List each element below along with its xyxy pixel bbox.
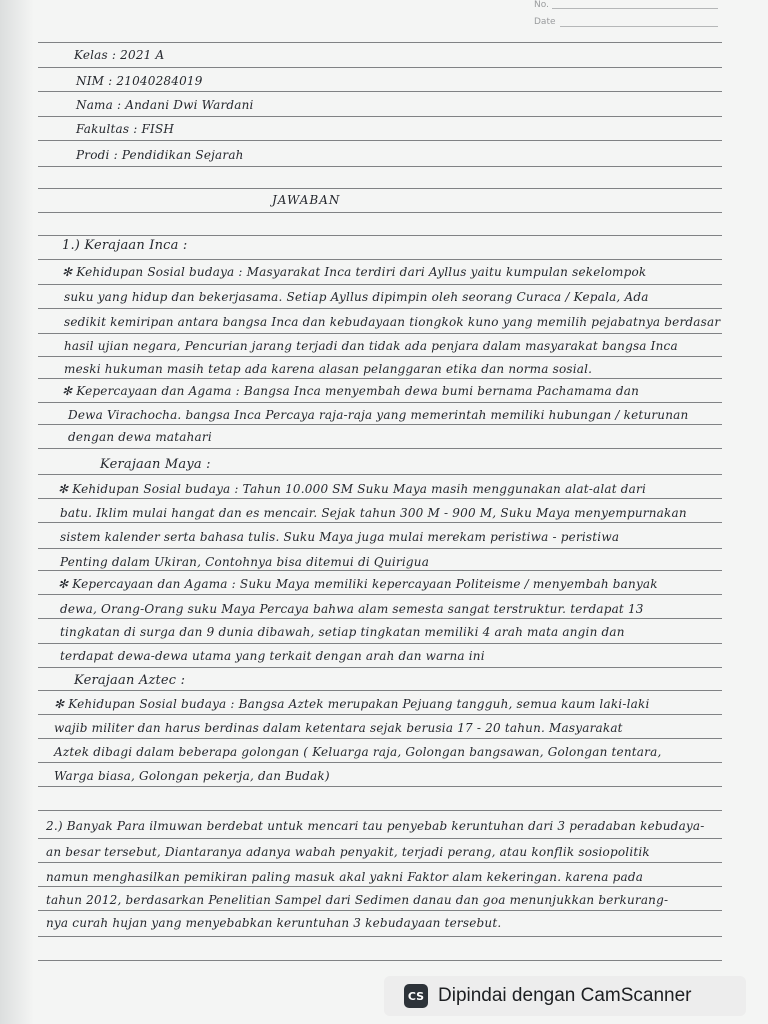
ruled-line bbox=[38, 910, 722, 911]
ruled-line bbox=[38, 259, 722, 260]
maya-agama-line: dewa, Orang-Orang suku Maya Percaya bahwa alam semesta sangat terstruktur. terdapat 13 bbox=[60, 602, 644, 616]
ruled-line bbox=[38, 643, 722, 644]
ruled-line bbox=[38, 424, 722, 425]
aztec-sosial-line: ✻ Kehidupan Sosial budaya : Bangsa Aztek merupakan Pejuang tangguh, semua kaum laki-laki bbox=[54, 697, 650, 711]
maya-title: Kerajaan Maya : bbox=[100, 457, 211, 472]
ruled-line bbox=[38, 284, 722, 285]
kelas-line: Kelas : 2021 A bbox=[74, 48, 165, 62]
aztec-title: Kerajaan Aztec : bbox=[74, 673, 186, 688]
ruled-line bbox=[38, 570, 722, 571]
maya-agama-line: tingkatan di surga dan 9 dunia dibawah, setiap tingkatan memiliki 4 arah mata angin dan bbox=[60, 625, 625, 639]
ruled-line bbox=[38, 667, 722, 668]
maya-sosial-line: Penting dalam Ukiran, Contohnya bisa ditemui di Quirigua bbox=[60, 555, 430, 569]
ruled-line bbox=[38, 116, 722, 117]
ruled-line bbox=[38, 498, 722, 499]
nim-line: NIM : 21040284019 bbox=[76, 74, 203, 88]
nama-line: Nama : Andani Dwi Wardani bbox=[76, 98, 254, 112]
inca-sosial-line: ✻ Kehidupan Sosial budaya : Masyarakat Inca terdiri dari Ayllus yaitu kumpulan sekelompok bbox=[62, 265, 647, 279]
no-line bbox=[552, 8, 718, 9]
ruled-line bbox=[38, 762, 722, 763]
camscanner-watermark bbox=[384, 976, 746, 1016]
answer-2-line: nya curah hujan yang menyebabkan keruntuhan 3 kebudayaan tersebut. bbox=[46, 916, 502, 930]
ruled-line bbox=[38, 936, 722, 937]
ruled-line bbox=[38, 810, 722, 811]
ruled-line bbox=[38, 594, 722, 595]
answer-2-line: namun menghasilkan pemikiran paling masuk akal yakni Faktor alam kekeringan. karena pada bbox=[46, 870, 644, 884]
inca-sosial-line: suku yang hidup dan bekerjasama. Setiap Ayllus dipimpin oleh seorang Curaca / Kepala, Ada bbox=[64, 290, 649, 304]
ruled-line bbox=[38, 212, 722, 213]
maya-sosial-line: batu. Iklim mulai hangat dan es mencair. Sejak tahun 300 M - 900 M, Suku Maya menyempurnakan bbox=[60, 506, 687, 520]
ruled-line bbox=[38, 522, 722, 523]
ruled-line bbox=[38, 378, 722, 379]
ruled-line bbox=[38, 42, 722, 43]
page-edge-shadow bbox=[0, 0, 34, 1024]
ruled-line bbox=[38, 91, 722, 92]
inca-sosial-line: hasil ujian negara, Pencurian jarang terjadi dan tidak ada penjara dalam masyarakat bangsa Inca bbox=[64, 339, 678, 353]
aztec-sosial-line: Aztek dibagi dalam beberapa golongan ( Keluarga raja, Golongan bangsawan, Golongan tentara, bbox=[54, 745, 662, 759]
ruled-line bbox=[38, 140, 722, 141]
fakultas-line: Fakultas : FISH bbox=[76, 122, 175, 136]
maya-agama-line: terdapat dewa-dewa utama yang terkait dengan arah dan warna ini bbox=[60, 649, 485, 663]
no-label: No. bbox=[534, 0, 549, 10]
ruled-line bbox=[38, 690, 722, 691]
ruled-line bbox=[38, 166, 722, 167]
ruled-line bbox=[38, 738, 722, 739]
ruled-line bbox=[38, 235, 722, 236]
ruled-line bbox=[38, 333, 722, 334]
ruled-line bbox=[38, 356, 722, 357]
date-label: Date bbox=[534, 17, 556, 27]
camscanner-label: Dipindai dengan CamScanner bbox=[438, 985, 692, 1006]
section-1-title: 1.) Kerajaan Inca : bbox=[62, 238, 188, 253]
ruled-line bbox=[38, 67, 722, 68]
inca-sosial-line: meski hukuman masih tetap ada karena alasan pelanggaran etika dan norma sosial. bbox=[64, 362, 593, 376]
aztec-sosial-line: Warga biasa, Golongan pekerja, dan Budak) bbox=[54, 769, 330, 783]
ruled-line bbox=[38, 838, 722, 839]
inca-agama-line: dengan dewa matahari bbox=[68, 430, 212, 444]
ruled-line bbox=[38, 308, 722, 309]
ruled-line bbox=[38, 960, 722, 961]
prodi-line: Prodi : Pendidikan Sejarah bbox=[76, 148, 244, 162]
aztec-sosial-line: wajib militer dan harus berdinas dalam ketentara sejak berusia 17 - 20 tahun. Masyarakat bbox=[54, 721, 623, 735]
maya-agama-line: ✻ Kepercayaan dan Agama : Suku Maya memiliki kepercayaan Politeisme / menyembah banyak bbox=[58, 577, 658, 591]
answer-2-line: tahun 2012, berdasarkan Penelitian Sampel dari Sedimen danau dan goa menunjukkan berkurang- bbox=[46, 893, 669, 907]
ruled-line bbox=[38, 188, 722, 189]
camscanner-icon: CS bbox=[404, 984, 428, 1008]
inca-agama-line: ✻ Kepercayaan dan Agama : Bangsa Inca menyembah dewa bumi bernama Pachamama dan bbox=[62, 384, 639, 398]
ruled-line bbox=[38, 714, 722, 715]
maya-sosial-line: ✻ Kehidupan Sosial budaya : Tahun 10.000 SM Suku Maya masih menggunakan alat-alat dari bbox=[58, 482, 647, 496]
page-heading: JAWABAN bbox=[272, 193, 341, 207]
answer-2-line: 2.) Banyak Para ilmuwan berdebat untuk mencari tau penyebab keruntuhan dari 3 peradaban kebudaya- bbox=[46, 819, 705, 833]
answer-2-line: an besar tersebut, Diantaranya adanya wabah penyakit, terjadi perang, atau konflik sosiopolitik bbox=[46, 845, 650, 859]
ruled-line bbox=[38, 618, 722, 619]
ruled-line bbox=[38, 448, 722, 449]
ruled-line bbox=[38, 474, 722, 475]
ruled-line bbox=[38, 548, 722, 549]
ruled-line bbox=[38, 886, 722, 887]
inca-sosial-line: sedikit kemiripan antara bangsa Inca dan kebudayaan tiongkok kuno yang memilih pejabatnya berdasar bbox=[64, 315, 721, 329]
ruled-line bbox=[38, 786, 722, 787]
ruled-line bbox=[38, 402, 722, 403]
ruled-line bbox=[38, 862, 722, 863]
maya-sosial-line: sistem kalender serta bahasa tulis. Suku Maya juga mulai merekam peristiwa - peristiwa bbox=[60, 530, 620, 544]
inca-agama-line: Dewa Virachocha. bangsa Inca Percaya raja-raja yang memerintah memiliki hubungan / keturunan bbox=[68, 408, 689, 422]
date-line bbox=[560, 26, 718, 27]
